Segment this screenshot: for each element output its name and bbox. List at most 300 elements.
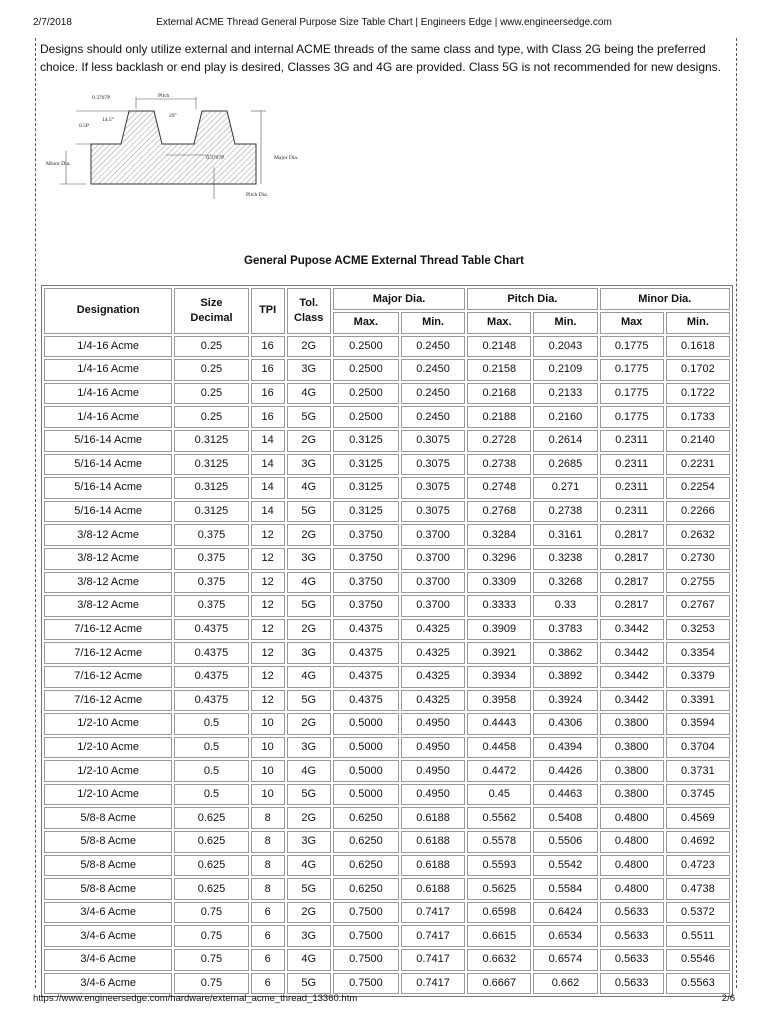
cell-minor-min: 0.4692: [666, 831, 730, 853]
cell-designation: 5/16-14 Acme: [44, 477, 172, 499]
cell-pitch-max: 0.5593: [467, 855, 531, 877]
cell-size: 0.4375: [174, 619, 248, 641]
table-body: [44, 336, 730, 995]
cell-class: 4G: [287, 855, 331, 877]
cell-pitch-max: 0.2748: [467, 477, 531, 499]
cell-pitch-min: 0.5408: [533, 807, 597, 829]
cell-tpi: 8: [251, 855, 285, 877]
cell-size: 0.3125: [174, 454, 248, 476]
cell-minor-min: 0.3731: [666, 760, 730, 782]
cell-class: 4G: [287, 760, 331, 782]
cell-major-max: 0.3125: [333, 430, 399, 452]
cell-minor-max: 0.2817: [600, 595, 664, 617]
cell-size: 0.625: [174, 807, 248, 829]
thread-profile: [91, 111, 256, 184]
cell-major-max: 0.5000: [333, 737, 399, 759]
cell-designation: 1/4-16 Acme: [44, 383, 172, 405]
cell-major-max: 0.4375: [333, 642, 399, 664]
cell-minor-max: 0.3442: [600, 619, 664, 641]
cell-pitch-max: 0.3934: [467, 666, 531, 688]
cell-pitch-max: 0.3909: [467, 619, 531, 641]
cell-pitch-max: 0.3284: [467, 524, 531, 546]
cell-pitch-min: 0.5542: [533, 855, 597, 877]
table-row: [44, 855, 730, 877]
cell-designation: 7/16-12 Acme: [44, 642, 172, 664]
cell-tpi: 6: [251, 902, 285, 924]
cell-tpi: 14: [251, 501, 285, 523]
cell-minor-min: 0.1722: [666, 383, 730, 405]
cell-designation: 5/8-8 Acme: [44, 878, 172, 900]
cell-designation: 5/16-14 Acme: [44, 501, 172, 523]
cell-pitch-max: 0.3921: [467, 642, 531, 664]
table-row: [44, 406, 730, 428]
intro-paragraph: Designs should only utilize external and internal ACME threads of the same class and type, with Class 2G being the preferred choice. If less backlash or end play is desired, Classes 3G and 4G are provided. Class 5G is not recommended for new designs.: [40, 42, 722, 74]
cell-class: 3G: [287, 831, 331, 853]
cell-major-max: 0.6250: [333, 831, 399, 853]
cell-minor-max: 0.3442: [600, 642, 664, 664]
cell-tpi: 10: [251, 784, 285, 806]
cell-class: 3G: [287, 548, 331, 570]
cell-minor-min: 0.5372: [666, 902, 730, 924]
table-row: [44, 524, 730, 546]
cell-minor-max: 0.5633: [600, 925, 664, 947]
cell-pitch-min: 0.2043: [533, 336, 597, 358]
col-size-line1: Size: [200, 296, 223, 309]
table-row: [44, 430, 730, 452]
cell-minor-min: 0.3379: [666, 666, 730, 688]
cell-pitch-max: 0.6667: [467, 973, 531, 995]
cell-class: 5G: [287, 406, 331, 428]
cell-pitch-min: 0.4463: [533, 784, 597, 806]
label-pitch: Pitch: [158, 93, 170, 99]
cell-pitch-min: 0.2109: [533, 359, 597, 381]
table-row: [44, 807, 730, 829]
cell-size: 0.25: [174, 336, 248, 358]
cell-designation: 1/2-10 Acme: [44, 784, 172, 806]
cell-designation: 5/16-14 Acme: [44, 430, 172, 452]
col-major-max: Max.: [333, 312, 399, 334]
cell-class: 2G: [287, 807, 331, 829]
cell-pitch-min: 0.662: [533, 973, 597, 995]
cell-major-max: 0.7500: [333, 925, 399, 947]
cell-minor-min: 0.4738: [666, 878, 730, 900]
cell-minor-min: 0.4569: [666, 807, 730, 829]
cell-class: 3G: [287, 642, 331, 664]
cell-designation: 1/4-16 Acme: [44, 406, 172, 428]
cell-minor-min: 0.5546: [666, 949, 730, 971]
cell-major-min: 0.4325: [401, 619, 465, 641]
cell-pitch-min: 0.3783: [533, 619, 597, 641]
cell-pitch-max: 0.2148: [467, 336, 531, 358]
cell-major-max: 0.4375: [333, 690, 399, 712]
cell-minor-min: 0.3354: [666, 642, 730, 664]
label-pitch-dia: Pitch Dia.: [246, 192, 268, 198]
cell-designation: 3/8-12 Acme: [44, 548, 172, 570]
cell-pitch-min: 0.2685: [533, 454, 597, 476]
cell-class: 3G: [287, 737, 331, 759]
cell-major-max: 0.3750: [333, 595, 399, 617]
cell-minor-min: 0.1702: [666, 359, 730, 381]
cell-pitch-min: 0.2160: [533, 406, 597, 428]
cell-class: 5G: [287, 973, 331, 995]
cell-class: 2G: [287, 713, 331, 735]
cell-major-max: 0.2500: [333, 406, 399, 428]
cell-tpi: 10: [251, 737, 285, 759]
cell-major-min: 0.4325: [401, 642, 465, 664]
table-row: [44, 336, 730, 358]
cell-major-min: 0.3700: [401, 595, 465, 617]
cell-major-max: 0.6250: [333, 807, 399, 829]
cell-class: 2G: [287, 902, 331, 924]
cell-designation: 1/2-10 Acme: [44, 737, 172, 759]
cell-tpi: 12: [251, 619, 285, 641]
cell-minor-max: 0.5633: [600, 902, 664, 924]
col-tpi: TPI: [251, 288, 285, 334]
label-flat-top: 0.3707P: [92, 95, 111, 101]
cell-major-min: 0.4950: [401, 784, 465, 806]
cell-designation: 5/8-8 Acme: [44, 831, 172, 853]
cell-pitch-max: 0.5578: [467, 831, 531, 853]
cell-class: 5G: [287, 595, 331, 617]
col-pitch-max: Max.: [467, 312, 531, 334]
cell-tpi: 16: [251, 359, 285, 381]
frame-left-border: [35, 38, 36, 988]
cell-pitch-max: 0.6598: [467, 902, 531, 924]
cell-pitch-min: 0.3924: [533, 690, 597, 712]
cell-minor-max: 0.3442: [600, 690, 664, 712]
cell-designation: 7/16-12 Acme: [44, 666, 172, 688]
cell-size: 0.3125: [174, 501, 248, 523]
cell-minor-max: 0.2311: [600, 454, 664, 476]
cell-pitch-min: 0.5584: [533, 878, 597, 900]
cell-pitch-min: 0.271: [533, 477, 597, 499]
cell-designation: 1/4-16 Acme: [44, 359, 172, 381]
cell-major-max: 0.3125: [333, 501, 399, 523]
cell-tpi: 14: [251, 430, 285, 452]
cell-class: 5G: [287, 784, 331, 806]
cell-major-min: 0.6188: [401, 831, 465, 853]
cell-pitch-min: 0.2133: [533, 383, 597, 405]
cell-tpi: 12: [251, 548, 285, 570]
cell-size: 0.625: [174, 878, 248, 900]
cell-class: 5G: [287, 690, 331, 712]
cell-major-min: 0.2450: [401, 406, 465, 428]
cell-tpi: 8: [251, 831, 285, 853]
cell-major-min: 0.2450: [401, 359, 465, 381]
cell-major-max: 0.7500: [333, 949, 399, 971]
cell-major-min: 0.4325: [401, 690, 465, 712]
table-row: [44, 690, 730, 712]
cell-major-min: 0.7417: [401, 925, 465, 947]
cell-pitch-max: 0.2158: [467, 359, 531, 381]
cell-major-max: 0.2500: [333, 336, 399, 358]
cell-pitch-max: 0.2188: [467, 406, 531, 428]
cell-minor-max: 0.3800: [600, 737, 664, 759]
col-minor-max: Max: [600, 312, 664, 334]
cell-major-min: 0.3075: [401, 477, 465, 499]
cell-minor-max: 0.2311: [600, 430, 664, 452]
cell-size: 0.375: [174, 524, 248, 546]
cell-designation: 3/4-6 Acme: [44, 973, 172, 995]
cell-tpi: 12: [251, 666, 285, 688]
col-tol-line1: Tol.: [299, 296, 319, 309]
cell-major-min: 0.3075: [401, 430, 465, 452]
cell-major-max: 0.7500: [333, 973, 399, 995]
cell-minor-max: 0.4800: [600, 807, 664, 829]
cell-tpi: 16: [251, 406, 285, 428]
cell-major-min: 0.4325: [401, 666, 465, 688]
cell-major-min: 0.3700: [401, 572, 465, 594]
cell-pitch-min: 0.6574: [533, 949, 597, 971]
cell-size: 0.625: [174, 855, 248, 877]
cell-size: 0.5: [174, 760, 248, 782]
cell-tpi: 8: [251, 878, 285, 900]
cell-minor-min: 0.3594: [666, 713, 730, 735]
cell-designation: 5/16-14 Acme: [44, 454, 172, 476]
cell-pitch-max: 0.5625: [467, 878, 531, 900]
cell-pitch-min: 0.4426: [533, 760, 597, 782]
cell-major-min: 0.6188: [401, 807, 465, 829]
cell-designation: 3/4-6 Acme: [44, 902, 172, 924]
cell-minor-min: 0.3253: [666, 619, 730, 641]
table-row: [44, 831, 730, 853]
label-half-pitch: 0.5P: [79, 123, 89, 129]
cell-size: 0.4375: [174, 690, 248, 712]
table-row: [44, 784, 730, 806]
table-row: [44, 925, 730, 947]
col-pitch-min: Min.: [533, 312, 597, 334]
cell-major-min: 0.4950: [401, 737, 465, 759]
cell-tpi: 6: [251, 925, 285, 947]
cell-major-min: 0.4950: [401, 713, 465, 735]
cell-designation: 5/8-8 Acme: [44, 855, 172, 877]
cell-minor-max: 0.2817: [600, 524, 664, 546]
cell-pitch-max: 0.4472: [467, 760, 531, 782]
cell-minor-max: 0.2817: [600, 572, 664, 594]
cell-pitch-min: 0.4394: [533, 737, 597, 759]
cell-size: 0.75: [174, 925, 248, 947]
cell-minor-min: 0.2755: [666, 572, 730, 594]
cell-class: 4G: [287, 477, 331, 499]
cell-pitch-max: 0.2768: [467, 501, 531, 523]
cell-pitch-min: 0.33: [533, 595, 597, 617]
cell-minor-min: 0.1618: [666, 336, 730, 358]
col-size-decimal: [174, 288, 248, 334]
footer-url: https://www.engineersedge.com/hardware/external_acme_thread_13360.htm: [33, 993, 358, 1004]
cell-pitch-max: 0.6632: [467, 949, 531, 971]
cell-designation: 1/2-10 Acme: [44, 760, 172, 782]
cell-minor-max: 0.5633: [600, 949, 664, 971]
cell-pitch-max: 0.2728: [467, 430, 531, 452]
cell-tpi: 12: [251, 690, 285, 712]
cell-designation: 3/4-6 Acme: [44, 949, 172, 971]
cell-pitch-max: 0.5562: [467, 807, 531, 829]
table-row: [44, 619, 730, 641]
cell-major-max: 0.2500: [333, 359, 399, 381]
table-row: [44, 359, 730, 381]
cell-tpi: 14: [251, 454, 285, 476]
cell-minor-max: 0.3442: [600, 666, 664, 688]
cell-minor-max: 0.1775: [600, 359, 664, 381]
cell-size: 0.4375: [174, 642, 248, 664]
cell-major-max: 0.3750: [333, 572, 399, 594]
cell-major-max: 0.2500: [333, 383, 399, 405]
cell-tpi: 16: [251, 383, 285, 405]
cell-size: 0.75: [174, 902, 248, 924]
cell-pitch-min: 0.6424: [533, 902, 597, 924]
cell-major-max: 0.3125: [333, 477, 399, 499]
cell-size: 0.25: [174, 383, 248, 405]
cell-tpi: 12: [251, 642, 285, 664]
cell-major-min: 0.7417: [401, 949, 465, 971]
cell-class: 4G: [287, 383, 331, 405]
cell-minor-min: 0.5563: [666, 973, 730, 995]
cell-designation: 3/8-12 Acme: [44, 524, 172, 546]
cell-minor-max: 0.4800: [600, 831, 664, 853]
cell-size: 0.5: [174, 784, 248, 806]
cell-size: 0.75: [174, 973, 248, 995]
cell-major-min: 0.6188: [401, 855, 465, 877]
cell-pitch-min: 0.2614: [533, 430, 597, 452]
cell-major-max: 0.6250: [333, 855, 399, 877]
cell-minor-min: 0.5511: [666, 925, 730, 947]
table-row: [44, 737, 730, 759]
table-row: [44, 713, 730, 735]
cell-pitch-min: 0.5506: [533, 831, 597, 853]
table-row: [44, 454, 730, 476]
cell-pitch-max: 0.3333: [467, 595, 531, 617]
table-row: [44, 548, 730, 570]
cell-tpi: 12: [251, 572, 285, 594]
cell-minor-min: 0.3745: [666, 784, 730, 806]
cell-size: 0.3125: [174, 430, 248, 452]
cell-class: 2G: [287, 430, 331, 452]
cell-pitch-min: 0.4306: [533, 713, 597, 735]
table-row: [44, 477, 730, 499]
cell-major-min: 0.2450: [401, 336, 465, 358]
cell-major-max: 0.5000: [333, 760, 399, 782]
cell-major-max: 0.6250: [333, 878, 399, 900]
cell-class: 5G: [287, 878, 331, 900]
label-angle-14-5: 14.5°: [102, 117, 114, 123]
cell-class: 3G: [287, 454, 331, 476]
cell-designation: 1/2-10 Acme: [44, 713, 172, 735]
cell-major-max: 0.3750: [333, 548, 399, 570]
cell-major-min: 0.3700: [401, 548, 465, 570]
cell-major-min: 0.3700: [401, 524, 465, 546]
cell-class: 4G: [287, 666, 331, 688]
cell-tpi: 10: [251, 713, 285, 735]
cell-minor-min: 0.2231: [666, 454, 730, 476]
cell-designation: 1/4-16 Acme: [44, 336, 172, 358]
cell-minor-max: 0.2311: [600, 501, 664, 523]
cell-size: 0.4375: [174, 666, 248, 688]
cell-pitch-min: 0.3238: [533, 548, 597, 570]
cell-minor-min: 0.3704: [666, 737, 730, 759]
cell-tpi: 10: [251, 760, 285, 782]
cell-pitch-min: 0.3892: [533, 666, 597, 688]
table-row: [44, 666, 730, 688]
cell-size: 0.625: [174, 831, 248, 853]
col-tol-line2: Class: [294, 311, 324, 324]
cell-class: 3G: [287, 359, 331, 381]
cell-pitch-max: 0.4458: [467, 737, 531, 759]
cell-pitch-min: 0.3862: [533, 642, 597, 664]
col-designation: Designation: [44, 288, 172, 334]
cell-size: 0.375: [174, 548, 248, 570]
table-row: [44, 878, 730, 900]
cell-minor-min: 0.2730: [666, 548, 730, 570]
print-date: 2/7/2018: [33, 17, 72, 28]
cell-designation: 5/8-8 Acme: [44, 807, 172, 829]
cell-tpi: 14: [251, 477, 285, 499]
label-minor-dia: Minor Dia.: [46, 161, 71, 167]
col-pitch-dia: Pitch Dia.: [467, 288, 597, 310]
cell-major-max: 0.4375: [333, 666, 399, 688]
cell-major-min: 0.7417: [401, 973, 465, 995]
cell-class: 2G: [287, 619, 331, 641]
cell-size: 0.5: [174, 713, 248, 735]
label-major-dia: Major Dia.: [274, 155, 299, 161]
table-row: [44, 595, 730, 617]
cell-designation: 3/4-6 Acme: [44, 925, 172, 947]
print-title: External ACME Thread General Purpose Size Table Chart | Engineers Edge | www.engineersedge.com: [156, 17, 612, 28]
cell-minor-max: 0.3800: [600, 760, 664, 782]
cell-minor-max: 0.3800: [600, 713, 664, 735]
acme-thread-table: [41, 285, 733, 997]
cell-tpi: 6: [251, 949, 285, 971]
col-major-min: Min.: [401, 312, 465, 334]
cell-size: 0.25: [174, 406, 248, 428]
cell-tpi: 16: [251, 336, 285, 358]
cell-major-max: 0.7500: [333, 902, 399, 924]
cell-minor-min: 0.2140: [666, 430, 730, 452]
col-major-dia: Major Dia.: [333, 288, 465, 310]
label-flat-root: 0.3707P: [206, 155, 225, 161]
cell-minor-min: 0.4723: [666, 855, 730, 877]
table-row: [44, 642, 730, 664]
table-row: [44, 949, 730, 971]
cell-pitch-min: 0.3268: [533, 572, 597, 594]
cell-tpi: 12: [251, 595, 285, 617]
cell-tpi: 8: [251, 807, 285, 829]
cell-minor-min: 0.2632: [666, 524, 730, 546]
cell-minor-max: 0.5633: [600, 973, 664, 995]
cell-minor-max: 0.4800: [600, 878, 664, 900]
label-angle-29: 29°: [169, 113, 177, 119]
page-number: 2/6: [721, 993, 735, 1004]
col-minor-dia: Minor Dia.: [600, 288, 730, 310]
col-tol-class: [287, 288, 331, 334]
cell-minor-max: 0.1775: [600, 406, 664, 428]
cell-pitch-max: 0.3296: [467, 548, 531, 570]
cell-pitch-max: 0.6615: [467, 925, 531, 947]
cell-pitch-max: 0.2738: [467, 454, 531, 476]
cell-class: 5G: [287, 501, 331, 523]
table-row: [44, 760, 730, 782]
cell-size: 0.25: [174, 359, 248, 381]
cell-minor-max: 0.1775: [600, 336, 664, 358]
cell-major-min: 0.6188: [401, 878, 465, 900]
cell-tpi: 6: [251, 973, 285, 995]
cell-size: 0.3125: [174, 477, 248, 499]
cell-size: 0.75: [174, 949, 248, 971]
table-title: General Pupose ACME External Thread Table Chart: [244, 255, 524, 267]
cell-pitch-max: 0.45: [467, 784, 531, 806]
cell-major-max: 0.4375: [333, 619, 399, 641]
col-size-line2: Decimal: [190, 311, 233, 324]
table-row: [44, 973, 730, 995]
